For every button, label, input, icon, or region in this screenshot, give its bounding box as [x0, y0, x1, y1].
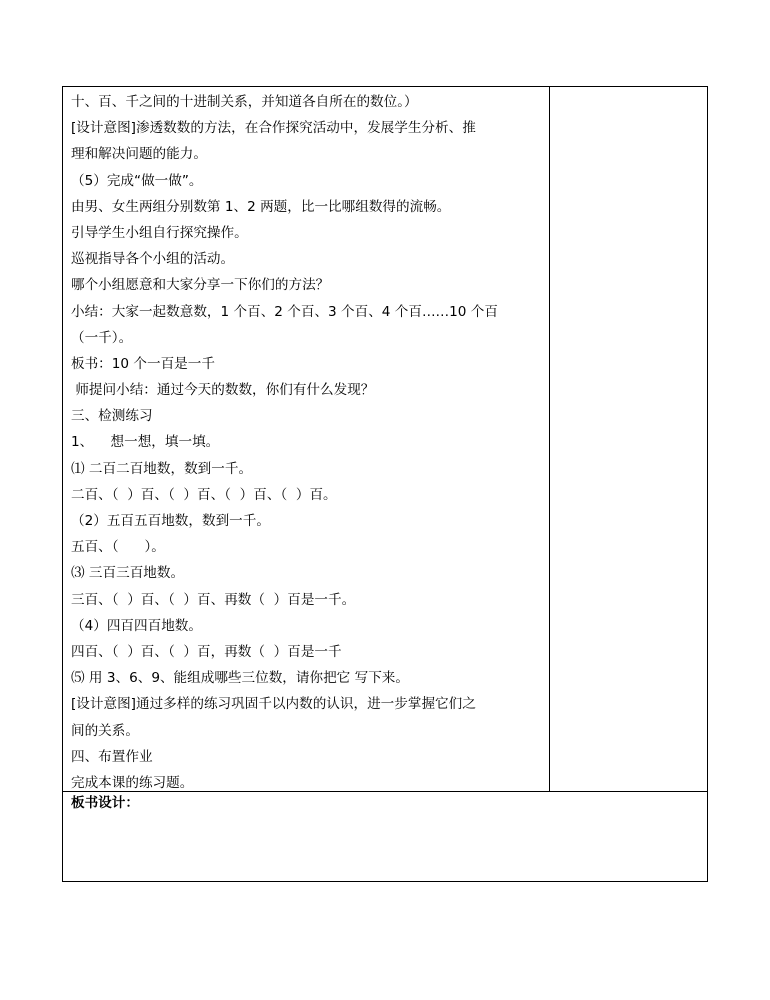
content-line: （4）四百四百地数。 [71, 617, 202, 634]
content-line: 小结：大家一起数意数，1 个百、2 个百、3 个百、4 个百……10 个百 [71, 303, 498, 320]
column-divider [549, 87, 550, 791]
section-heading: 四、布置作业 [71, 748, 153, 765]
content-line: 二百、（ ）百、（ ）百、（ ）百、（ ）百。 [71, 486, 337, 503]
content-line: 四百、（ ）百、（ ）百，再数（ ）百是一千 [71, 643, 342, 660]
content-line: 师提问小结：通过今天的数数，你们有什么发现？ [71, 382, 375, 399]
lesson-content-cell [71, 89, 547, 796]
board-design-label: 板书设计： [71, 795, 139, 811]
content-line: [设计意图]通过多样的练习巩固千以内数的认识，进一步掌握它们之 [71, 696, 476, 713]
content-line: ⑸ 用 3、6、9、能组成哪些三位数，请你把它 写下来。 [71, 670, 409, 687]
content-line: 引导学生小组自行探究操作。 [71, 224, 248, 241]
content-line: ⑶ 三百三百地数。 [71, 565, 185, 582]
content-line: 板书：10 个一百是一千 [71, 355, 215, 372]
content-line: 1、 想一想，填一填。 [71, 434, 220, 451]
content-line: 五百、（ ）。 [71, 539, 165, 556]
content-line: 三百、（ ）百、（ ）百、再数（ ）百是一千。 [71, 591, 356, 608]
content-line: 完成本课的练习题。 [71, 774, 194, 791]
content-line: （2）五百五百地数，数到一千。 [71, 513, 270, 529]
content-line: 间的关系。 [71, 722, 139, 739]
content-line: ⑴ 二百二百地数，数到一千。 [71, 460, 253, 477]
content-line: （5）完成“做一做”。 [71, 172, 203, 189]
lesson-plan-table [62, 86, 708, 882]
section-heading: 三、检测练习 [71, 408, 153, 425]
content-line: 由男、女生两组分别数第 1、2 两题，比一比哪组数得的流畅。 [71, 198, 451, 215]
content-line: 巡视指导各个小组的活动。 [71, 251, 235, 268]
content-line: 哪个小组愿意和大家分享一下你们的方法？ [71, 277, 330, 294]
content-line: （一千）。 [71, 329, 133, 346]
content-line: 十、百、千之间的十进制关系，并知道各自所在的数位。） [71, 94, 418, 110]
content-line: [设计意图]渗透数数的方法，在合作探究活动中，发展学生分析、推 [71, 120, 476, 137]
content-line: 理和解决问题的能力。 [71, 146, 207, 163]
